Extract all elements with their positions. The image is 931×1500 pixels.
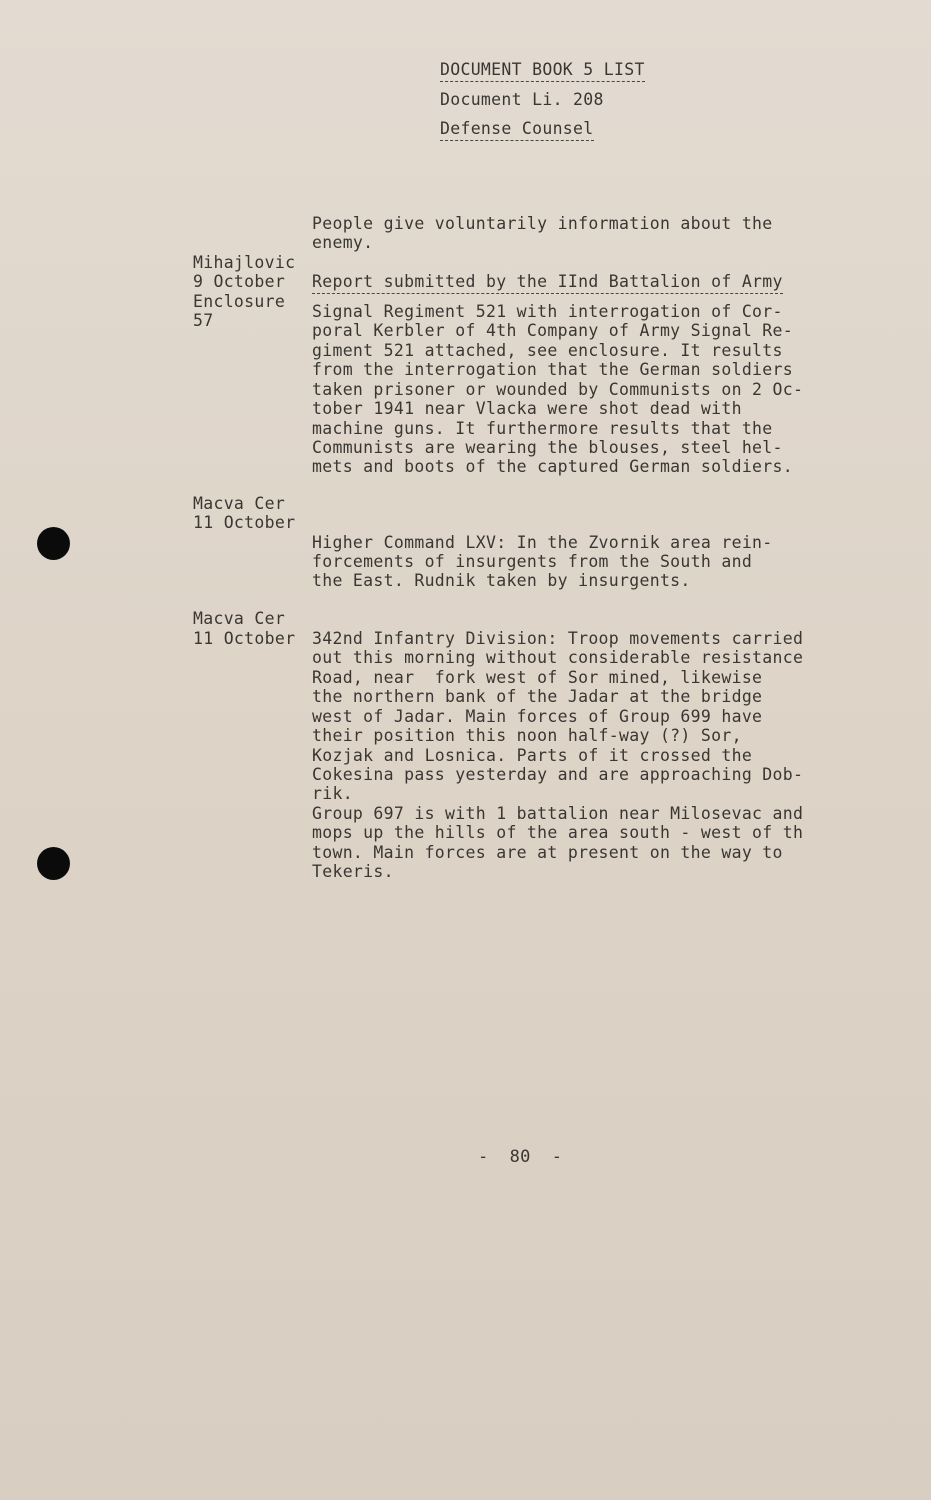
- entry-line: Communists are wearing the blouses, steel hel-: [312, 438, 783, 457]
- entry-line: Report submitted by the IInd Battalion of Army: [312, 272, 783, 294]
- margin-date: 11 October: [193, 513, 296, 532]
- intro-line: enemy.: [312, 233, 374, 252]
- margin-source: Macva Cer: [193, 494, 286, 513]
- intro-line: People give voluntarily information about the: [312, 214, 773, 233]
- entry-line: forcements of insurgents from the South and: [312, 552, 753, 571]
- margin-enclosure-number: 57: [193, 311, 214, 330]
- entry-line: tober 1941 near Vlacka were shot dead with: [312, 399, 742, 418]
- entry-line: Tekeris.: [312, 862, 394, 881]
- entry-line: machine guns. It furthermore results that the: [312, 419, 773, 438]
- document-number: Document Li. 208: [440, 90, 604, 109]
- page-number: - 80 -: [478, 1147, 563, 1167]
- margin-enclosure: Enclosure: [193, 292, 286, 311]
- entry-line: poral Kerbler of 4th Company of Army Signal Re-: [312, 321, 793, 340]
- entry-line: Road, near fork west of Sor mined, likewise: [312, 668, 763, 687]
- entry-line: giment 521 attached, see enclosure. It results: [312, 341, 783, 360]
- entry-line: out this morning without considerable resistance: [312, 648, 804, 667]
- entry-line: mets and boots of the captured German soldiers.: [312, 457, 793, 476]
- margin-source: Macva Cer: [193, 609, 286, 628]
- entry-line: west of Jadar. Main forces of Group 699 have: [312, 707, 763, 726]
- entry-line: Higher Command LXV: In the Zvornik area rein-: [312, 533, 773, 552]
- entry-line: mops up the hills of the area south - west of th: [312, 823, 804, 842]
- punch-hole: [37, 527, 70, 560]
- entry-line: Signal Regiment 521 with interrogation of Cor-: [312, 302, 783, 321]
- entry-line: Kozjak and Losnica. Parts of it crossed the: [312, 746, 753, 765]
- document-title: DOCUMENT BOOK 5 LIST: [440, 60, 645, 82]
- entry-line: the East. Rudnik taken by insurgents.: [312, 571, 691, 590]
- entry-line: town. Main forces are at present on the way to: [312, 843, 783, 862]
- margin-date: 11 October: [193, 629, 296, 648]
- margin-source: Mihajlovic: [193, 253, 296, 272]
- punch-hole: [37, 847, 70, 880]
- entry-line: the northern bank of the Jadar at the bridge: [312, 687, 763, 706]
- entry-line: 342nd Infantry Division: Troop movements carried: [312, 629, 804, 648]
- margin-date: 9 October: [193, 272, 286, 291]
- entry-line: Group 697 is with 1 battalion near Milosevac and: [312, 804, 804, 823]
- document-party: Defense Counsel: [440, 119, 594, 141]
- entry-line: their position this noon half-way (?) Sor,: [312, 726, 742, 745]
- entry-line: rik.: [312, 784, 353, 803]
- entry-line: from the interrogation that the German soldiers: [312, 360, 793, 379]
- entry-line: taken prisoner or wounded by Communists on 2 Oc-: [312, 380, 804, 399]
- entry-line: Cokesina pass yesterday and are approaching Dob-: [312, 765, 804, 784]
